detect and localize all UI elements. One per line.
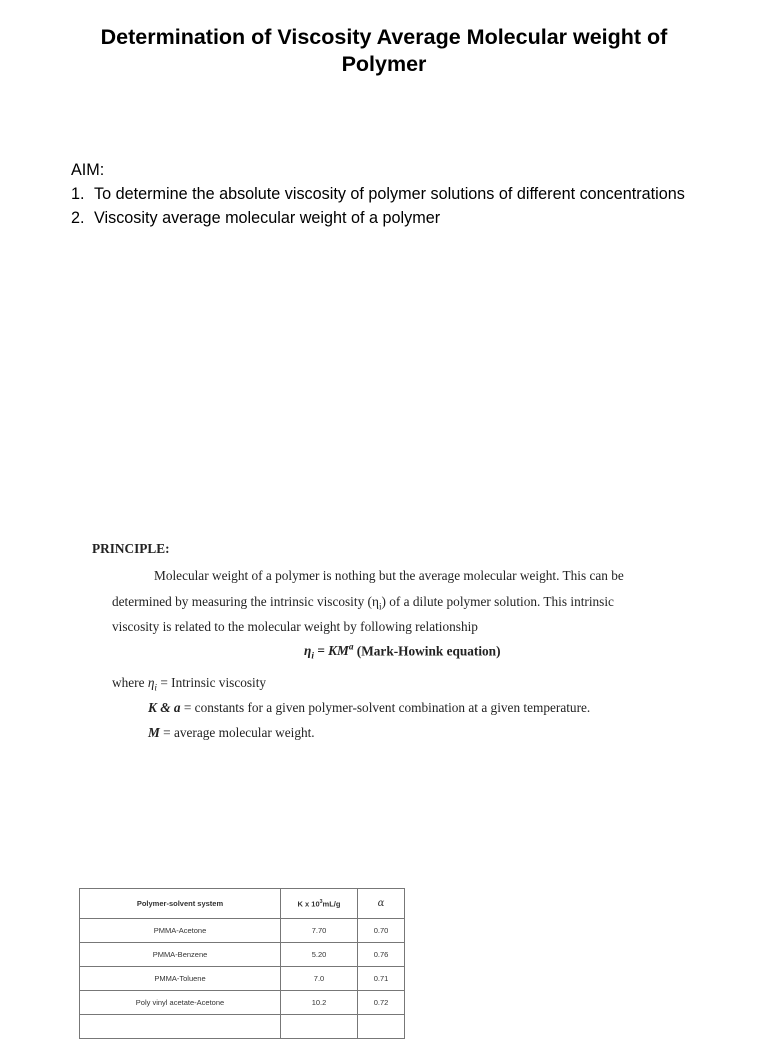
aim-item-text: Viscosity average molecular weight of a polymer xyxy=(94,209,441,227)
mark-howink-constants-table xyxy=(79,888,405,1039)
table-row xyxy=(80,991,405,1015)
table-header-row xyxy=(80,889,405,919)
aim-heading: AIM: xyxy=(71,161,105,179)
table-cell-alpha: 0.76 xyxy=(358,943,405,967)
table-row xyxy=(80,967,405,991)
table-row xyxy=(80,1015,405,1039)
m-definition: M = average molecular weight. xyxy=(148,725,315,740)
table-cell-k xyxy=(281,1015,358,1039)
table-cell-alpha xyxy=(358,1015,405,1039)
aim-item xyxy=(71,206,761,230)
aim-item-text: To determine the absolute viscosity of polymer solutions of different concentrations xyxy=(94,185,685,203)
table-cell-system: PMMA-Acetone xyxy=(80,919,281,943)
table-cell-system: PMMA-Toluene xyxy=(80,967,281,991)
table-cell-k: 5.20 xyxy=(281,943,358,967)
mark-howink-equation: $\eta_i = KM^a$ (Mark-Howink equation) xyxy=(304,643,501,663)
title-line-1: Determination of Viscosity Average Molecular weight of xyxy=(100,25,668,49)
table-cell-system xyxy=(80,1015,281,1039)
aim-item-number: 1. xyxy=(71,185,85,203)
principle-text-line: determined by measuring the intrinsic viscosity $(\eta_i)$ of a dilute polymer solution. This intrinsic xyxy=(112,594,614,613)
aim-section xyxy=(71,158,761,230)
principle-text-line: Molecular weight of a polymer is nothing but the average molecular weight. This can be xyxy=(154,568,624,583)
table-cell-alpha: 0.72 xyxy=(358,991,405,1015)
k-a-definition: K & a = constants for a given polymer-solvent combination at a given temperature. xyxy=(148,700,591,715)
table-cell-k: 10.2 xyxy=(281,991,358,1015)
document-title xyxy=(40,24,728,78)
table-row xyxy=(80,919,405,943)
principle-section xyxy=(92,541,692,740)
table-cell-system: Poly vinyl acetate-Acetone xyxy=(80,991,281,1015)
column-header-system: Polymer-solvent system xyxy=(80,889,281,919)
table-cell-k: 7.0 xyxy=(281,967,358,991)
where-definition: where $\eta_i$ = Intrinsic viscosity xyxy=(112,675,267,694)
title-line-2: Polymer xyxy=(341,52,427,76)
aim-list xyxy=(71,182,761,230)
aim-item-number: 2. xyxy=(71,209,85,227)
table-cell-alpha: 0.71 xyxy=(358,967,405,991)
principle-heading: PRINCIPLE: xyxy=(92,541,170,556)
principle-text-line: viscosity is related to the molecular weight by following relationship xyxy=(112,619,478,634)
table-cell-k: 7.70 xyxy=(281,919,358,943)
table-cell-alpha: 0.70 xyxy=(358,919,405,943)
table-cell-system: PMMA-Benzene xyxy=(80,943,281,967)
aim-item xyxy=(71,182,761,206)
table-row xyxy=(80,943,405,967)
column-header-alpha: α xyxy=(358,889,405,919)
column-header-k: K x $10^3mL/g$ xyxy=(281,889,358,919)
